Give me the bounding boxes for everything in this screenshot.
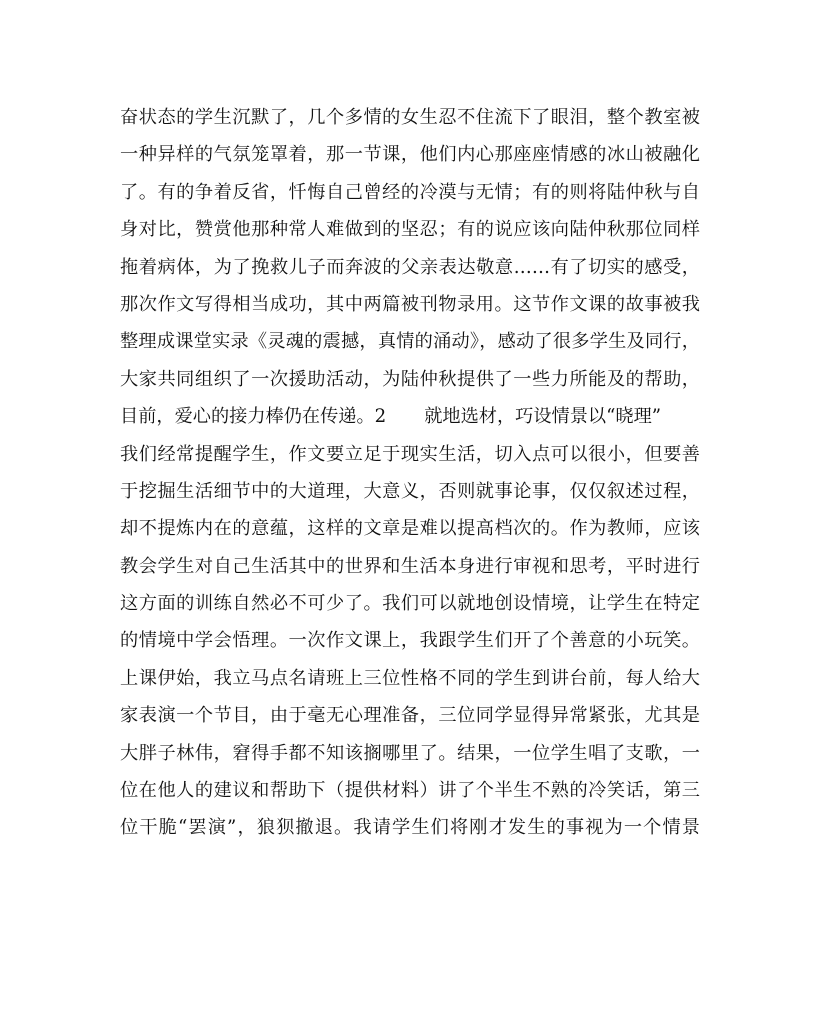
text-line: 家表演一个节目，由于毫无心理准备，三位同学显得异常紧张，尤其是 [120, 705, 700, 727]
text-line: 大胖子林伟，窘得手都不知该搁哪里了。结果，一位学生唱了支歌，一 [120, 742, 700, 764]
section-heading: 就地选材，巧设情景以“晓理” [424, 406, 662, 428]
text-line: 大家共同组织了一次援助活动，为陆仲秋提供了一些力所能及的帮助， [120, 368, 700, 390]
text-line: 身对比，赞赏他那种常人难做到的坚忍；有的说应该向陆仲秋那位同样 [120, 219, 700, 241]
text-line: 的情境中学会悟理。一次作文课上，我跟学生们开了个善意的小玩笑。 [120, 630, 700, 652]
text-line [120, 398, 700, 435]
text-line: 拖着病体，为了挽救儿子而奔波的父亲表达敬意……有了切实的感受， [120, 256, 700, 278]
text-line: 位在他人的建议和帮助下（提供材料）讲了个半生不熟的冷笑话，第三 [120, 780, 700, 802]
text-line: 于挖掘生活细节中的大道理，大意义，否则就事论事，仅仅叙述过程， [120, 480, 700, 502]
text-line: 却不提炼内在的意蕴，这样的文章是难以提高档次的。作为教师，应该 [120, 518, 700, 540]
paragraph-end-with-section-number: 目前，爱心的接力棒仍在传递。2 [120, 406, 387, 428]
text-line: 奋状态的学生沉默了，几个多情的女生忍不住流下了眼泪，整个教室被 [120, 107, 700, 128]
text-line: 这方面的训练自然必不可少了。我们可以就地创设情境，让学生在特定 [120, 593, 700, 615]
text-line: 教会学生对自己生活其中的世界和生活本身进行审视和思考，平时进行 [120, 555, 700, 577]
text-line: 那次作文写得相当成功，其中两篇被刊物录用。这节作文课的故事被我 [120, 293, 700, 315]
text-line: 了。有的争着反省，忏悔自己曾经的冷漠与无情；有的则将陆仲秋与自 [120, 181, 700, 203]
text-line: 整理成课堂实录《灵魂的震撼，真情的涌动》，感动了很多学生及同行， [120, 331, 700, 353]
body-text [120, 99, 700, 847]
text-line: 位干脆“罢演”，狼狈撤退。我请学生们将刚才发生的事视为一个情景 [120, 817, 700, 839]
text-line: 上课伊始，我立马点名请班上三位性格不同的学生到讲台前，每人给大 [120, 667, 700, 689]
text-line: 我们经常提醒学生，作文要立足于现实生活，切入点可以很小，但要善 [120, 443, 700, 465]
text-line: 一种异样的气氛笼罩着，那一节课，他们内心那座座情感的冰山被融化 [120, 144, 700, 166]
